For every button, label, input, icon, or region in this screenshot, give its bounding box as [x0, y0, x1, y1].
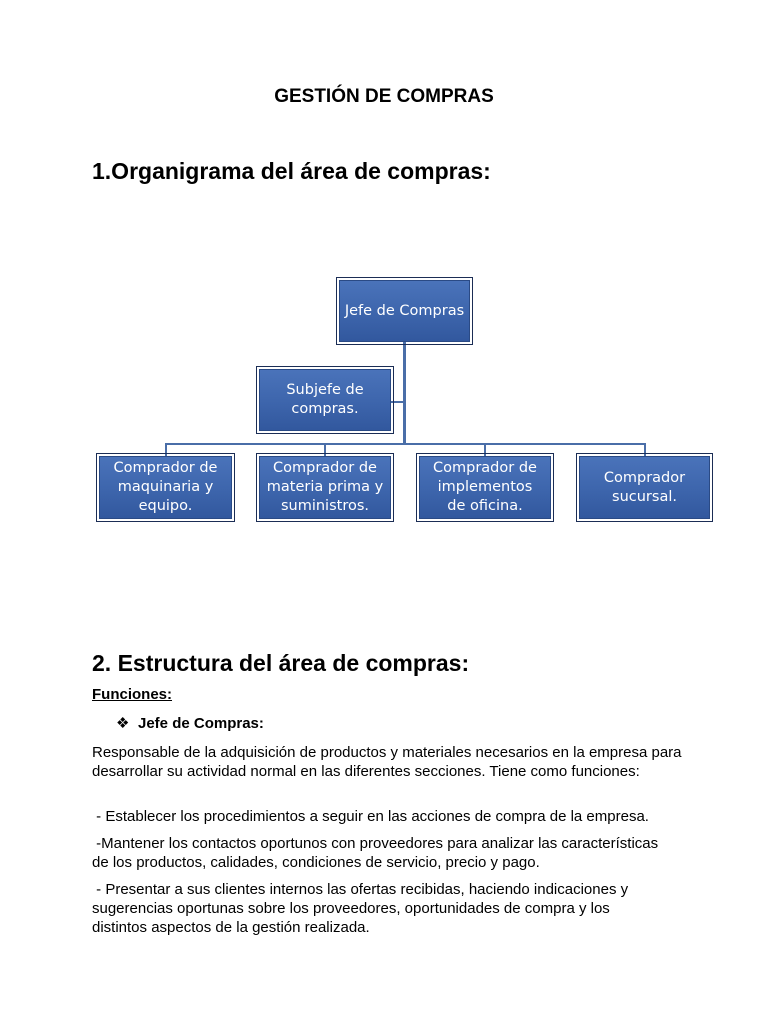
org-node-label-line: compras.: [291, 401, 359, 417]
org-node-subjefe-de-compras: [259, 369, 391, 431]
org-node-label-line: suministros.: [280, 498, 370, 514]
connector-root-trunk: [403, 342, 406, 444]
paragraph-item-1: - Establecer los procedimientos a seguir en las acciones de compra de la empresa.: [92, 808, 649, 825]
org-node-label-line: maquinaria y: [117, 479, 214, 495]
section-heading-organigrama: 1.Organigrama del área de compras:: [92, 158, 491, 184]
connector-child-4: [644, 443, 646, 456]
org-node-comprador-materia-prima: [259, 456, 391, 519]
org-node-label-line: materia prima y: [266, 479, 384, 495]
paragraph-item-3: - Presentar a sus clientes internos las ofertas recibidas, haciendo indicaciones y sugerencias oportunas sobre los proveedores, oportunidades de compra y los distintos aspectos de la gestión realizada.: [92, 881, 633, 936]
connector-child-3: [484, 443, 486, 456]
connector-horizontal-bus: [165, 443, 646, 445]
org-node-label-line: Comprador: [603, 469, 686, 486]
connector-child-1: [165, 443, 167, 456]
org-node-label-line: equipo.: [138, 498, 193, 514]
functions-label: Funciones:: [92, 686, 173, 703]
org-node-label-line: Comprador de: [433, 460, 537, 476]
org-node-label-line: Comprador de: [273, 460, 377, 476]
org-node-comprador-maquinaria: [99, 456, 232, 519]
org-node-label-line: implementos: [437, 479, 533, 495]
document-title: GESTIÓN DE COMPRAS: [274, 86, 494, 107]
org-node-label: Jefe de Compras: [344, 302, 465, 319]
diamond-bullet-icon: ❖: [116, 715, 130, 732]
paragraph-intro: Responsable de la adquisición de productos y materiales necesarios en la empresa para desarrollar su actividad normal en las diferentes secciones. Tiene como funciones:: [92, 744, 682, 780]
org-node-label-line: Subjefe de: [286, 382, 364, 398]
bullet-title: Jefe de Compras:: [138, 715, 264, 732]
org-node-label-line: Comprador de: [113, 460, 218, 476]
bullet-jefe-de-compras: [116, 714, 264, 732]
connector-child-2: [324, 443, 326, 456]
paragraph-item-2: -Mantener los contactos oportunos con proveedores para analizar las características de los productos, calidades, condiciones de servicio, precio y pago.: [92, 835, 663, 871]
org-node-jefe-de-compras: [339, 280, 470, 342]
connector-deputy: [391, 401, 404, 403]
org-node-label-line: de oficina.: [447, 498, 523, 514]
org-node-comprador-implementos: [419, 456, 551, 519]
org-node-label-line: sucursal.: [612, 488, 677, 505]
section-heading-estructura: 2. Estructura del área de compras:: [92, 650, 470, 676]
org-node-comprador-sucursal: [579, 456, 710, 519]
